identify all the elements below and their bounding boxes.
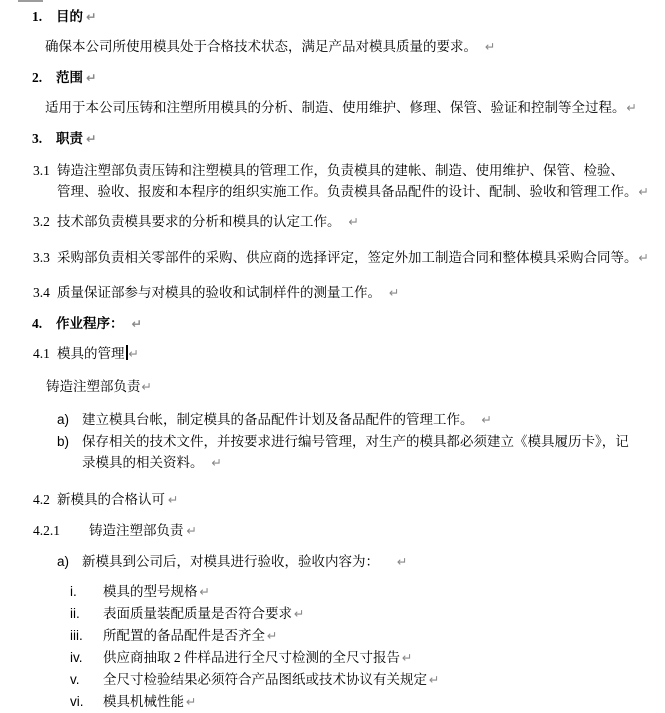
body-text: 全尺寸检验结果必须符合产品图纸或技术协议有关规定: [103, 672, 427, 687]
para-4-2-title[interactable]: [0, 489, 665, 511]
list-marker: v.: [70, 672, 80, 687]
heading-number: 4.: [32, 316, 43, 331]
body-text: 所配置的备品配件是否齐全: [103, 628, 265, 643]
para-3-2[interactable]: [0, 211, 665, 233]
paragraph-mark-icon: ↵: [186, 524, 197, 538]
body-text: 采购部负责相关零部件的采购、供应商的选择评定，签定外加工制造合同和整体模具采购合同等。: [57, 250, 638, 265]
para-scope-body[interactable]: [0, 97, 665, 119]
body-text: 保存相关的技术文件，并按要求进行编号管理，对生产的模具都必须建立《模具履历卡》，记: [82, 434, 629, 449]
list-item-vi[interactable]: [0, 691, 665, 713]
list-marker: a): [57, 412, 70, 427]
list-item-a2[interactable]: [0, 551, 665, 573]
clause-number: 4.2: [33, 492, 50, 507]
heading-number: 1.: [32, 9, 43, 24]
paragraph-mark-icon: ↵: [402, 651, 413, 665]
paragraph-mark-icon: ↵: [86, 10, 97, 24]
body-text: 技术部负责模具要求的分析和模具的认定工作。: [57, 214, 341, 229]
heading-responsibilities[interactable]: [0, 128, 665, 150]
heading-procedure[interactable]: [0, 313, 665, 335]
body-text: 表面质量装配质量是否符合要求: [103, 606, 292, 621]
para-purpose-body[interactable]: [0, 36, 665, 58]
list-marker: i.: [70, 584, 77, 599]
body-text: 铸造注塑部负责压铸和注塑模具的管理工作，负责模具的建帐、制造、使用维护、保管、检验、: [57, 163, 624, 178]
heading-text: 职责: [56, 131, 83, 146]
para-line: [33, 181, 665, 203]
body-text: 适用于本公司压铸和注塑所用模具的分析、制造、使用维护、修理、保管、验证和控制等全过程。: [45, 100, 626, 115]
list-marker: b): [57, 434, 70, 449]
body-text: 模具的型号规格: [103, 584, 198, 599]
list-item-ii[interactable]: [0, 603, 665, 625]
list-marker: a): [57, 554, 70, 569]
paragraph-mark-icon: ↵: [481, 413, 492, 427]
paragraph-mark-icon: ↵: [294, 607, 305, 621]
list-item-iii[interactable]: [0, 625, 665, 647]
para-4-2-1[interactable]: [0, 520, 665, 542]
heading-text: 目的: [56, 9, 83, 24]
body-text: 确保本公司所使用模具处于合格技术状态，满足产品对模具质量的要求。: [45, 39, 477, 54]
para-3-1[interactable]: [0, 160, 665, 203]
paragraph-mark-icon: ↵: [626, 101, 637, 115]
list-marker: iii.: [70, 628, 83, 643]
body-text: 新模具到公司后，对模具进行验收，验收内容为：: [82, 554, 379, 569]
paragraph-mark-icon: ↵: [186, 695, 197, 709]
clause-number: 3.3: [33, 250, 50, 265]
body-text: 建立模具台帐，制定模具的备品配件计划及备品配件的管理工作。: [82, 412, 474, 427]
paragraph-mark-icon: ↵: [397, 555, 408, 569]
paragraph-mark-icon: ↵: [348, 215, 359, 229]
list-item-a[interactable]: [0, 409, 665, 431]
paragraph-mark-icon: ↵: [485, 40, 496, 54]
paragraph-mark-icon: ↵: [638, 185, 649, 199]
clause-number: 3.4: [33, 285, 50, 300]
clause-number: 3.2: [33, 214, 50, 229]
heading-scope[interactable]: [0, 67, 665, 89]
body-text: 铸造注塑部负责: [46, 379, 141, 394]
paragraph-mark-icon: ↵: [389, 286, 400, 300]
paragraph-mark-icon: ↵: [86, 132, 97, 146]
body-text: 新模具的合格认可: [57, 492, 165, 507]
body-text: 质量保证部参与对模具的验收和试制样件的测量工作。: [57, 285, 381, 300]
paragraph-mark-icon: ↵: [141, 380, 152, 394]
paragraph-mark-icon: ↵: [128, 347, 139, 361]
list-item-i[interactable]: [0, 581, 665, 603]
body-text: 模具机械性能: [103, 694, 184, 709]
body-text: 铸造注塑部负责: [89, 523, 184, 538]
paragraph-mark-icon: ↵: [199, 585, 210, 599]
paragraph-mark-icon: ↵: [638, 251, 649, 265]
para-line: [33, 160, 665, 181]
para-line: [57, 431, 665, 452]
margin-crop-mark: [18, 0, 43, 2]
body-text: 模具的管理: [57, 346, 125, 361]
list-item-b[interactable]: [0, 431, 665, 474]
para-line: [57, 452, 665, 474]
heading-purpose[interactable]: [0, 6, 665, 28]
list-marker: vi.: [70, 694, 84, 709]
text-caret: [126, 345, 128, 360]
list-marker: ii.: [70, 606, 80, 621]
body-text: 管理、验收、报废和本程序的组织实施工作。负责模具备品配件的设计、配制、验收和管理工作。: [57, 184, 638, 199]
paragraph-mark-icon: ↵: [168, 493, 179, 507]
paragraph-mark-icon: ↵: [86, 71, 97, 85]
clause-number: 4.1: [33, 346, 50, 361]
body-text: 录模具的相关资料。: [82, 455, 204, 470]
para-3-4[interactable]: [0, 282, 665, 304]
para-4-1-title[interactable]: [0, 343, 665, 365]
body-text: 供应商抽取 2 件样品进行全尺寸检测的全尺寸报告: [103, 650, 400, 665]
paragraph-mark-icon: ↵: [211, 456, 222, 470]
paragraph-mark-icon: ↵: [267, 629, 278, 643]
heading-text: 作业程序：: [56, 316, 124, 331]
heading-text: 范围: [56, 70, 83, 85]
paragraph-mark-icon: ↵: [429, 673, 440, 687]
paragraph-mark-icon: ↵: [131, 317, 142, 331]
heading-number: 3.: [32, 131, 43, 146]
list-item-iv[interactable]: [0, 647, 665, 669]
heading-number: 2.: [32, 70, 43, 85]
clause-number: 4.2.1: [33, 523, 60, 538]
list-item-v[interactable]: [0, 669, 665, 691]
para-3-3[interactable]: [0, 247, 665, 269]
para-dept-responsible[interactable]: [0, 376, 665, 398]
list-marker: iv.: [70, 650, 83, 665]
clause-number: 3.1: [33, 163, 50, 178]
